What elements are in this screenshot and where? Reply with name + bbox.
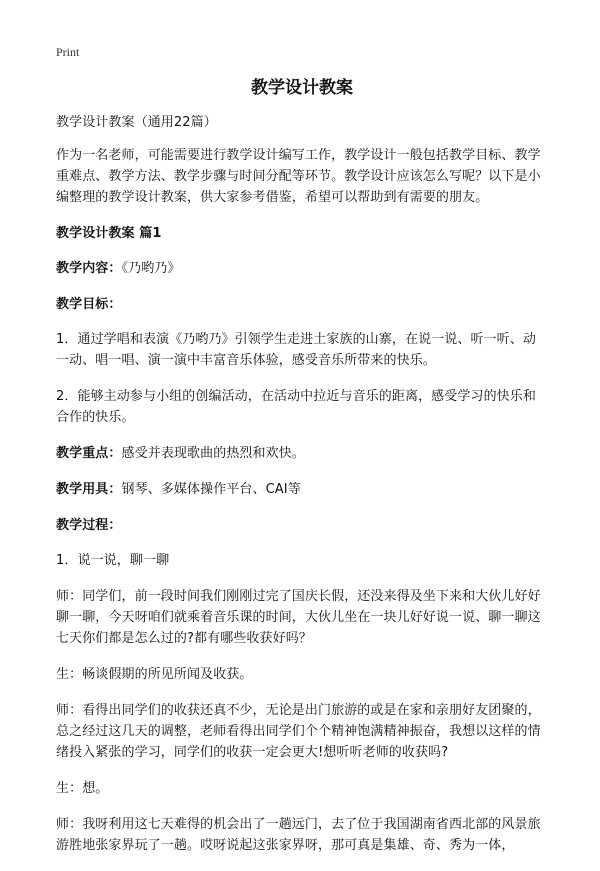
print-label: Print <box>56 45 80 59</box>
intro-paragraph: 作为一名老师，可能需要进行教学设计编写工作，教学设计一般包括教学目标、教学重难点、教学方法、教学步骤与时间分配等环节。教学设计应该怎么写呢？以下是小编整理的教学设计教案，供大家参考借鉴，希望可以帮助到有需要的朋友。 <box>56 148 541 205</box>
key-point-label: 教学重点： <box>56 446 122 461</box>
teaching-content-value: 《乃哟乃》 <box>121 261 181 276</box>
dialogue-paragraph: 生：畅谈假期的所见所闻及收获。 <box>56 667 253 682</box>
tools-value: 钢琴、多媒体操作平台、CAI等 <box>121 482 301 497</box>
key-point-value: 感受并表现歌曲的热烈和欢快。 <box>121 446 305 461</box>
teaching-content-label: 教学内容： <box>56 261 122 276</box>
process-heading: 教学过程： <box>56 518 122 533</box>
key-point-line <box>56 443 548 464</box>
dialogue-paragraph: 师：看得出同学们的收获还真不少，无论是出门旅游的或是在家和亲朋好友团聚的，总之经过这几天的调整，老师看得出同学们个个精神饱满精神振奋，我想以这样的情绪投入紧张的学习，同学们的收获一定会更大!想听听老师的收获吗? <box>56 703 541 760</box>
teaching-goal-item: 2．能够主动参与小组的创编活动，在活动中拉近与音乐的距离，感受学习的快乐和合作的快乐。 <box>56 389 536 425</box>
page-title: 教学设计教案 <box>251 78 353 98</box>
process-step: 1．说一说，聊一聊 <box>56 553 170 568</box>
dialogue-paragraph: 师：我呀利用这七天难得的机会出了一趟远门，去了位于我国湖南省西北部的风景旅游胜地张家界玩了一趟。哎呀说起这张家界呀，那可真是集雄、奇、秀为一体， <box>56 817 541 853</box>
tools-line <box>56 479 548 500</box>
document-subtitle: 教学设计教案（通用22篇） <box>56 115 217 130</box>
section-heading: 教学设计教案 篇1 <box>56 226 162 241</box>
dialogue-paragraph: 师：同学们，前一段时间我们刚刚过完了国庆长假，还没来得及坐下来和大伙儿好好聊一聊，今天呀咱们就乘着音乐课的时间，大伙儿坐在一块儿好好说一说、聊一聊这七天你们都是怎么过的?都有哪些收获好吗？ <box>56 589 541 646</box>
teaching-content-line <box>56 258 548 279</box>
teaching-goal-item: 1．通过学唱和表演《乃哟乃》引领学生走进土家族的山寨，在说一说、听一听、动一动、唱一唱、演一演中丰富音乐体验，感受音乐所带来的快乐。 <box>56 332 536 368</box>
teaching-goals-heading: 教学目标： <box>56 297 122 312</box>
document-body <box>56 76 548 871</box>
tools-label: 教学用具： <box>56 482 122 497</box>
dialogue-paragraph: 生：想。 <box>56 781 109 796</box>
